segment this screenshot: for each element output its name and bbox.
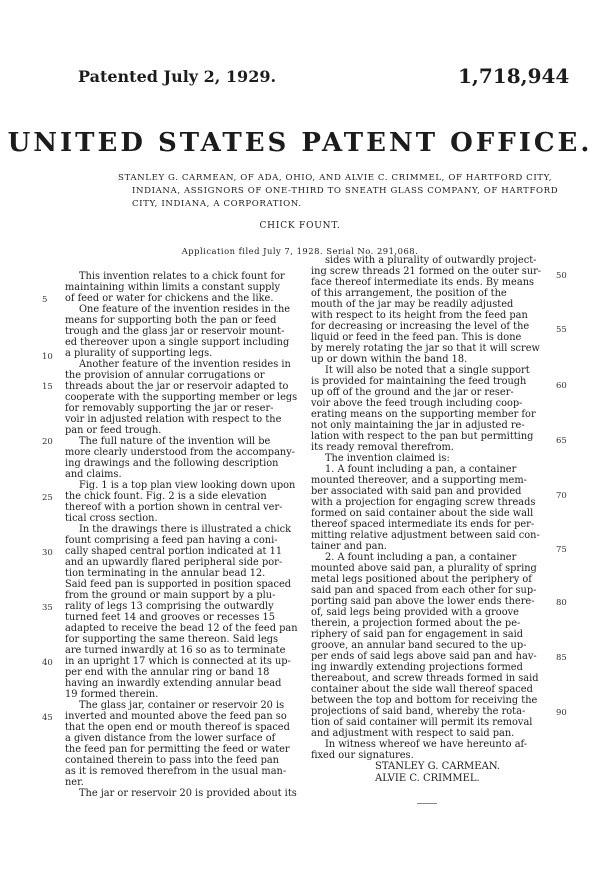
- text-line: mounted above said pan, a plurality of spring: [311, 563, 537, 574]
- text-line: the feed pan for permitting the feed or water: [65, 744, 290, 755]
- text-line: from the ground or main support by a plu-: [65, 590, 276, 601]
- text-line: metal legs positioned about the periphery of: [311, 574, 532, 585]
- text-line: maintaining within limits a constant supply: [65, 282, 281, 293]
- text-line: ing inwardly extending projections formed: [311, 662, 523, 673]
- text-line: voir above the feed trough including coop-: [311, 398, 523, 409]
- text-line: tion of said container will permit its removal: [311, 717, 533, 728]
- text-line: riphery of said pan for engagement in said: [311, 629, 523, 640]
- text-line: mitting relative adjustment between said con-: [311, 530, 540, 541]
- signature-rule: [417, 803, 437, 804]
- text-line: the provision of annular corrugations or: [65, 370, 265, 381]
- paragraph: [311, 464, 544, 552]
- paragraph: [311, 739, 544, 761]
- line-number: 25: [42, 493, 53, 503]
- line-number: 80: [556, 598, 567, 608]
- patented-date: Patented July 2, 1929.: [78, 67, 277, 86]
- text-line: per ends of said legs above said pan and hav-: [311, 651, 537, 662]
- text-line: Another feature of the invention resides in: [79, 359, 291, 370]
- text-line: that the open end or mouth thereof is spaced: [65, 722, 290, 733]
- text-line: mounted thereover, and a supporting mem-: [311, 475, 527, 486]
- paragraph: [311, 365, 544, 453]
- text-line: cally shaped central portion indicated at 11: [65, 546, 283, 557]
- line-number: 35: [42, 603, 53, 613]
- office-heading: UNITED STATES PATENT OFFICE.: [7, 128, 593, 158]
- paragraph: [65, 700, 298, 788]
- text-line: a plurality of supporting legs.: [65, 348, 213, 359]
- right-text-column: [311, 255, 544, 784]
- text-line: The jar or reservoir 20 is provided about its: [79, 788, 297, 799]
- text-line: with a projection for engaging screw threads: [311, 497, 536, 508]
- text-line: porting said pan above the lower ends there-: [311, 596, 535, 607]
- signature: ALVIE C. CRIMMEL.: [375, 772, 480, 784]
- text-line: 2. A fount including a pan, a container: [325, 552, 517, 563]
- text-line: more clearly understood from the accompany-: [65, 447, 296, 458]
- line-number: 10: [42, 352, 53, 362]
- left-text-column: [65, 271, 298, 799]
- text-line: fount comprising a feed pan having a coni-: [65, 535, 278, 546]
- text-line: the chick fount. Fig. 2 is a side elevation: [65, 491, 267, 502]
- text-line: It will also be noted that a single support: [325, 365, 530, 376]
- text-line: therein, a projection formed about the pe-: [311, 618, 521, 629]
- text-line: not only maintaining the jar in adjusted re-: [311, 420, 525, 431]
- paragraph: [65, 359, 298, 436]
- paragraph: [311, 453, 544, 464]
- text-line: tical cross section.: [65, 513, 158, 524]
- paragraph: [311, 552, 544, 739]
- line-number: 85: [556, 653, 567, 663]
- line-number: 50: [556, 271, 567, 281]
- paragraph: [65, 480, 298, 524]
- text-line: contained therein to pass into the feed pan: [65, 755, 279, 766]
- line-number: 60: [556, 381, 567, 391]
- text-line: One feature of the invention resides in the: [79, 304, 291, 315]
- line-number: 65: [556, 436, 567, 446]
- text-line: inverted and mounted above the feed pan so: [65, 711, 287, 722]
- text-line: for supporting the same thereon. Said legs: [65, 634, 279, 645]
- text-line: In the drawings there is illustrated a chick: [79, 524, 292, 535]
- text-line: of, said legs being provided with a groove: [311, 607, 519, 618]
- text-line: up or down within the band 18.: [311, 354, 468, 365]
- text-line: mouth of the jar may be readily adjusted: [311, 299, 514, 310]
- text-line: container about the side wall thereof spaced: [311, 684, 533, 695]
- text-line: face thereof intermediate its ends. By means: [311, 277, 535, 288]
- text-line: The invention claimed is:: [325, 453, 450, 464]
- text-line: in an upright 17 which is connected at its up-: [65, 656, 291, 667]
- text-line: per end with the annular ring or band 18: [65, 667, 270, 678]
- text-line: ing screw threads 21 formed on the outer sur-: [311, 266, 542, 277]
- text-line: ing drawings and the following description: [65, 458, 279, 469]
- text-line: tion terminating in the annular bead 12.: [65, 568, 266, 579]
- text-line: sides with a plurality of outwardly project-: [325, 255, 537, 266]
- text-line: 1. A fount including a pan, a container: [325, 464, 517, 475]
- text-line: means for supporting both the pan or feed: [65, 315, 277, 326]
- text-line: In witness whereof we have hereunto af-: [325, 739, 528, 750]
- text-line: with respect to its height from the feed pan: [311, 310, 528, 321]
- text-line: rality of legs 13 comprising the outwardly: [65, 601, 274, 612]
- text-line: up off of the ground and the jar or reser-: [311, 387, 514, 398]
- text-line: thereabout, and screw threads formed in said: [311, 673, 539, 684]
- line-number: 75: [556, 545, 567, 555]
- text-line: groove, an annular band secured to the up-: [311, 640, 527, 651]
- text-line: thereof with a portion shown in central ver-: [65, 502, 283, 513]
- text-line: ber associated with said pan and provided: [311, 486, 522, 497]
- text-line: This invention relates to a chick fount for: [79, 271, 285, 282]
- paragraph: [65, 436, 298, 480]
- text-line: thereof spaced intermediate its ends for per-: [311, 519, 535, 530]
- inventor-line: INDIANA, ASSIGNORS OF ONE-THIRD TO SNEATH GLASS COMPANY, OF HARTFORD: [132, 186, 559, 196]
- text-line: adapted to receive the bead 12 of the feed pan: [65, 623, 298, 634]
- line-number: 70: [556, 491, 567, 501]
- inventor-line: STANLEY G. CARMEAN, OF ADA, OHIO, AND ALVIE C. CRIMMEL, OF HARTFORD CITY,: [118, 173, 553, 183]
- text-line: 19 formed therein.: [65, 689, 159, 700]
- application-line: Application filed July 7, 1928. Serial No. 291,068.: [181, 246, 419, 256]
- text-line: The full nature of the invention will be: [79, 436, 271, 447]
- text-line: of feed or water for chickens and the like.: [65, 293, 274, 304]
- line-number: 55: [556, 325, 567, 335]
- text-line: ner.: [65, 777, 84, 788]
- text-line: said pan and spaced from each other for sup-: [311, 585, 537, 596]
- text-line: lation with respect to the pan but permitting: [311, 431, 534, 442]
- text-line: fixed our signatures.: [311, 750, 414, 761]
- signature: STANLEY G. CARMEAN.: [375, 761, 501, 772]
- line-number: 90: [556, 708, 567, 718]
- paragraph: [311, 255, 544, 365]
- line-number: 45: [42, 713, 53, 723]
- text-line: as it is removed therefrom in the usual man-: [65, 766, 287, 777]
- text-line: cooperate with the supporting member or legs: [65, 392, 298, 403]
- inventor-line: CITY, INDIANA, A CORPORATION.: [132, 199, 302, 209]
- text-line: between the top and bottom for receiving the: [311, 695, 538, 706]
- text-line: are turned inwardly at 16 so as to terminate: [65, 645, 286, 656]
- text-line: a given distance from the lower surface of: [65, 733, 276, 744]
- text-line: voir in adjusted relation with respect to the: [65, 414, 282, 425]
- text-line: and adjustment with respect to said pan.: [311, 728, 515, 739]
- line-number: 40: [42, 658, 53, 668]
- paragraph: [65, 271, 298, 304]
- text-line: its ready removal therefrom.: [311, 442, 454, 453]
- text-line: pan or feed trough.: [65, 425, 162, 436]
- line-number: 20: [42, 437, 53, 447]
- invention-title: CHICK FOUNT.: [259, 221, 341, 231]
- text-line: and an upwardly flared peripheral side por-: [65, 557, 283, 568]
- text-line: trough and the glass jar or reservoir mount-: [65, 326, 285, 337]
- text-line: for decreasing or increasing the level of the: [311, 321, 530, 332]
- text-line: is provided for maintaining the feed trough: [311, 376, 527, 387]
- text-line: threads about the jar or reservoir adapted to: [65, 381, 289, 392]
- text-line: and claims.: [65, 469, 122, 480]
- signature-block: [311, 761, 544, 784]
- paragraph: [65, 788, 298, 799]
- text-line: of this arrangement, the position of the: [311, 288, 507, 299]
- text-line: projections of said band, whereby the rota-: [311, 706, 526, 717]
- text-line: by merely rotating the jar so that it will screw: [311, 343, 540, 354]
- text-line: for removably supporting the jar or reser-: [65, 403, 274, 414]
- text-line: tainer and pan.: [311, 541, 387, 552]
- text-line: erating means on the supporting member for: [311, 409, 536, 420]
- text-line: ed thereover upon a single support including: [65, 337, 290, 348]
- text-line: formed on said container about the side wall: [311, 508, 534, 519]
- right-column-body: [311, 255, 544, 761]
- line-number: 15: [42, 382, 53, 392]
- patent-number: 1,718,944: [458, 64, 570, 88]
- text-line: liquid or feed in the feed pan. This is done: [311, 332, 522, 343]
- paragraph: [65, 304, 298, 359]
- text-line: The glass jar, container or reservoir 20 is: [79, 700, 285, 711]
- text-line: having an inwardly extending annular bead: [65, 678, 282, 689]
- text-line: turned feet 14 and grooves or recesses 15: [65, 612, 275, 623]
- inventors-block: [118, 172, 559, 211]
- text-line: Fig. 1 is a top plan view looking down upon: [79, 480, 296, 491]
- text-line: Said feed pan is supported in position spaced: [65, 579, 292, 590]
- line-number: 5: [42, 295, 48, 305]
- line-number: 30: [42, 548, 53, 558]
- paragraph: [65, 524, 298, 700]
